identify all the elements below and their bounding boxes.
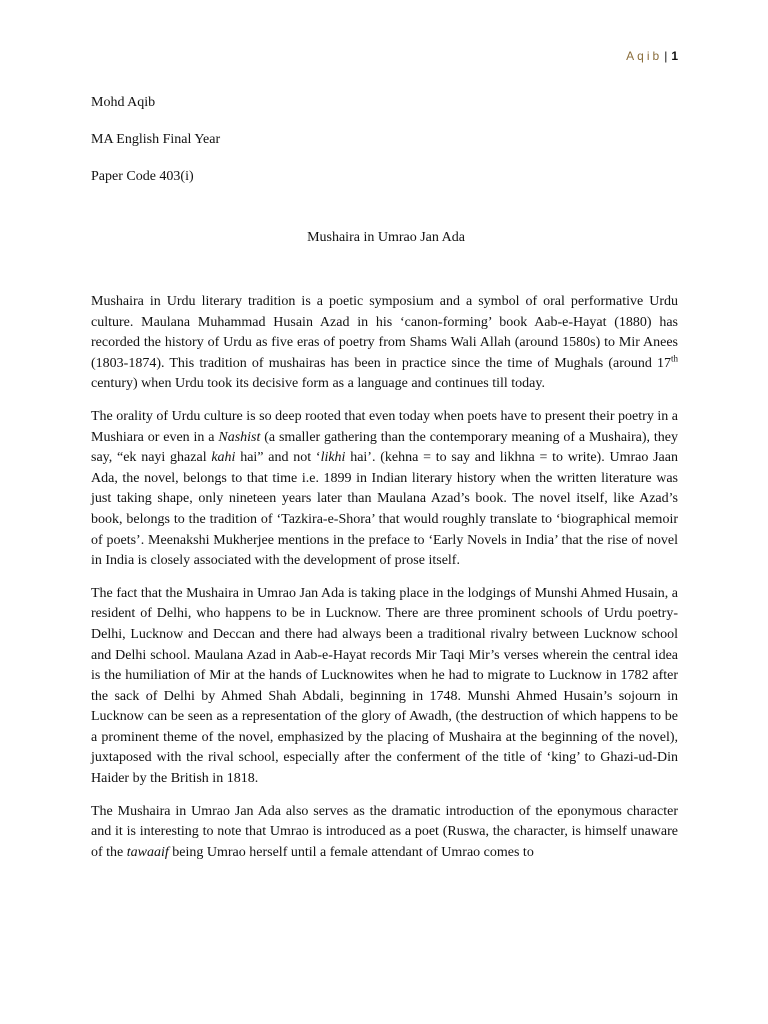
course-name: MA English Final Year — [91, 132, 221, 147]
paragraph-2-text-c: hai” and not ‘ — [235, 450, 321, 466]
paragraph-4-text-b: being Umrao herself until a female attendant of Umrao comes to — [168, 844, 534, 860]
italic-likhi: likhi — [320, 450, 346, 466]
italic-nashist: Nashist — [218, 429, 261, 445]
paragraph-2-text-a: The orality of Urdu culture is so deep rooted that even today when poets have to present their poetry in a Mushiara or even in a — [91, 408, 678, 445]
paragraph-4-text-a: The Mushaira in Umrao Jan Ada also serves as the dramatic introduction of the eponymous character and it is interesting to note that Umrao is introduced as a poet (Ruswa, the character, is himself unaware of the — [91, 803, 678, 860]
superscript-th: th — [670, 353, 678, 364]
paragraph-2-text-d: hai’. (kehna = to say and likhna = to write). Umrao Jaan Ada, the novel, belongs to that time i.e. 1899 in Indian literary history when the written literature was just taking shape, only nineteen years later than Maulana Azad’s book. The novel itself, like Azad’s book, belongs to the tradition of ‘Tazkira-e-Shora’ that would roughly translate to ‘biographical memoir of poets’. Meenakshi Mukherjee mentions in the preface to ‘Early Novels in India’ that the rise of novel in India is closely associated with the development of prose itself. — [91, 450, 678, 569]
author-info — [91, 93, 220, 204]
page-header — [626, 48, 678, 64]
header-author: Aqib — [626, 49, 663, 63]
paragraph-1-text-a: Mushaira in Urdu literary tradition is a poetic symposium and a symbol of oral performative Urdu culture. Maulana Muhammad Husain Azad in his ‘canon-forming’ book Aab-e-Hayat (1880) has recorded the history of Urdu as five eras of poetry from Shams Wali Allah (around 1580s) to Mir Anees (1803-1874). This tradition of mushairas has been in practice since the time of Mughals (around 17 — [91, 294, 678, 371]
italic-tawaaif: tawaaif — [126, 844, 169, 860]
document-body — [91, 292, 678, 875]
paragraph-2 — [91, 407, 678, 572]
header-separator: | — [664, 49, 668, 63]
document-title: Mushaira in Umrao Jan Ada — [307, 230, 465, 245]
paragraph-3: The fact that the Mushaira in Umrao Jan Ada is taking place in the lodgings of Munshi Ahmed Husain, a resident of Delhi, who happens to be in Lucknow. There are three prominent schools of Urdu poetry- Delhi, Lucknow and Deccan and there had always been a traditional rivalry between Lucknow school and Delhi school. Maulana Azad in Aab-e-Hayat records Mir Taqi Mir’s verses wherein the central idea is the humiliation of Mir at the hands of Lucknowites when he had to migrate to Lucknow in 1782 after the sack of Delhi by Ahmed Shah Abdali, beginning in 1748. Munshi Ahmed Husain’s sojourn in Lucknow can be seen as a representation of the glory of Awadh, (the destruction of which happens to be a prominent theme of the novel, emphasized by the placing of Mushaira at the beginning of the novel), juxtaposed with the rival school, especially after the conferment of the title of ‘king’ to Ghazi-ud-Din Haider by the British in 1818. — [91, 585, 678, 787]
italic-kahi: kahi — [211, 450, 236, 466]
page-number: 1 — [671, 49, 678, 63]
paragraph-1 — [91, 292, 678, 395]
paragraph-1-text-b: century) when Urdu took its decisive form as a language and continues till today. — [91, 376, 545, 392]
author-name: Mohd Aqib — [91, 95, 156, 110]
paper-code: Paper Code 403(i) — [91, 169, 194, 184]
paragraph-4 — [91, 802, 678, 864]
paragraph-2-text-b: (a smaller gathering than the contemporary meaning of a Mushaira), they say, “ek nayi ghazal — [91, 429, 678, 466]
